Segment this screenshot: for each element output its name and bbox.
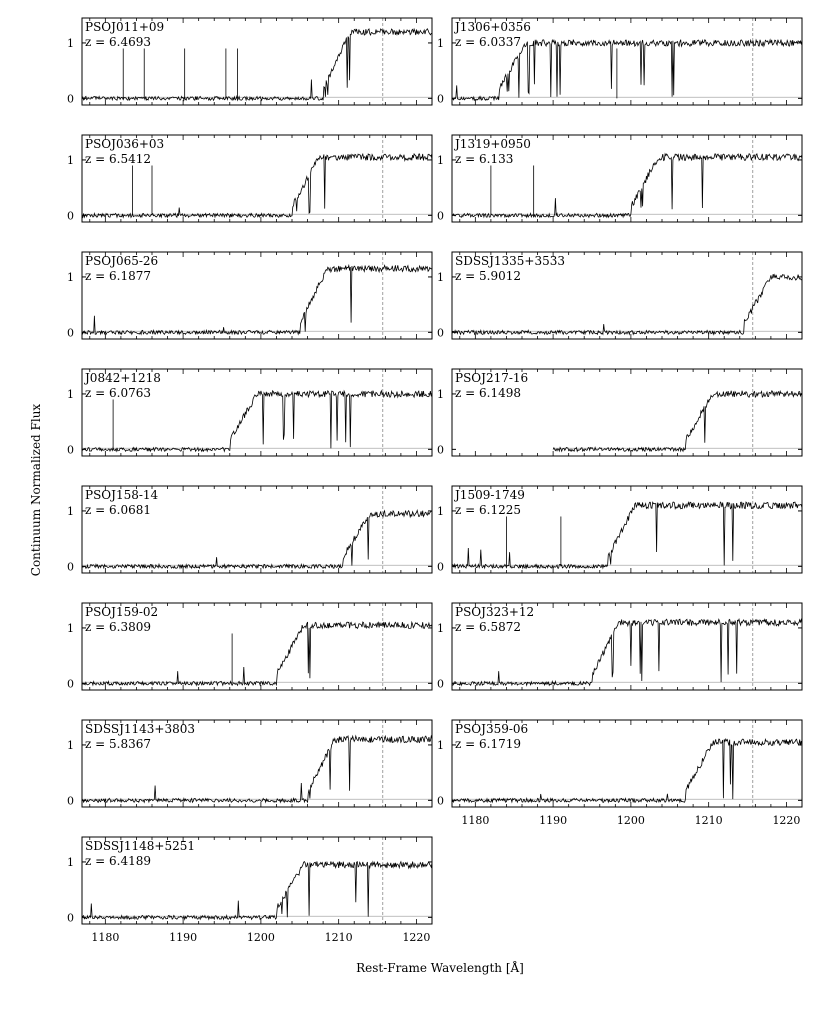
- y-tick-label: 1: [437, 36, 444, 50]
- y-tick-label: 0: [67, 92, 74, 106]
- x-tick-label: 1200: [616, 814, 645, 827]
- panel-psoj159-02: [67, 603, 432, 690]
- panel-j1306+0356: [437, 18, 802, 105]
- y-tick-label: 1: [67, 504, 74, 518]
- y-tick-label: 1: [437, 387, 444, 401]
- panel-j1509-1749: [437, 486, 802, 573]
- panel-redshift: z = 6.1225: [455, 503, 521, 517]
- y-tick-label: 0: [67, 443, 74, 457]
- panel-redshift: z = 6.133: [455, 152, 514, 166]
- panel-object-name: PSOJ323+12: [455, 605, 535, 619]
- panel-object-name: J1306+0356: [455, 20, 531, 34]
- y-tick-label: 0: [67, 794, 74, 808]
- panel-redshift: z = 6.4189: [85, 854, 151, 868]
- y-tick-label: 1: [437, 270, 444, 284]
- panels-layer: [67, 18, 802, 944]
- panel-object-name: SDSSJ1335+3533: [455, 254, 566, 268]
- panel-object-name: J0842+1218: [85, 371, 161, 385]
- panel-object-name: SDSSJ1148+5251: [85, 839, 196, 853]
- panel-redshift: z = 6.0681: [85, 503, 151, 517]
- flux-spectrum: [452, 274, 802, 334]
- panel-redshift: z = 6.5872: [455, 620, 521, 634]
- panel-object-name: PSOJ036+03: [85, 137, 165, 151]
- y-tick-label: 0: [437, 92, 444, 106]
- panel-object-name: J1509-1749: [455, 488, 525, 502]
- panel-object-name: J1319+0950: [455, 137, 531, 151]
- y-tick-label: 0: [67, 677, 74, 691]
- y-tick-label: 0: [437, 326, 444, 340]
- y-tick-label: 1: [67, 855, 74, 869]
- panel-psoj217-16: [437, 369, 802, 456]
- panel-redshift: z = 5.9012: [455, 269, 521, 283]
- panel-j1319+0950: [437, 135, 802, 222]
- y-tick-label: 0: [67, 326, 74, 340]
- panel-object-name: PSOJ158-14: [85, 488, 159, 502]
- y-tick-label: 1: [67, 153, 74, 167]
- y-tick-label: 1: [437, 504, 444, 518]
- panel-psoj323+12: [437, 603, 802, 690]
- x-tick-label: 1190: [169, 931, 198, 944]
- flux-spectrum: [82, 510, 432, 568]
- y-tick-label: 0: [437, 560, 444, 574]
- x-tick-label: 1200: [246, 931, 275, 944]
- panel-psoj065-26: [67, 252, 432, 339]
- panel-sdssj1335+3533: [437, 252, 802, 339]
- flux-spectrum: [82, 861, 432, 919]
- x-tick-label: 1220: [402, 931, 431, 944]
- panel-sdssj1143+3803: [67, 720, 432, 807]
- panel-redshift: z = 6.0337: [455, 35, 521, 49]
- panel-psoj036+03: [67, 135, 432, 222]
- panel-object-name: PSOJ159-02: [85, 605, 159, 619]
- panel-redshift: z = 6.5412: [85, 152, 151, 166]
- panel-sdssj1148+5251: [67, 837, 432, 944]
- y-tick-label: 1: [67, 387, 74, 401]
- panel-redshift: z = 6.1719: [455, 737, 521, 751]
- x-tick-label: 1210: [694, 814, 723, 827]
- x-tick-label: 1190: [539, 814, 568, 827]
- panel-object-name: SDSSJ1143+3803: [85, 722, 196, 736]
- panel-psoj158-14: [67, 486, 432, 573]
- y-tick-label: 1: [67, 738, 74, 752]
- panel-psoj011+09: [67, 18, 432, 105]
- panel-j0842+1218: [67, 369, 432, 456]
- x-axis-label: Rest-Frame Wavelength [Å]: [356, 961, 524, 975]
- x-tick-label: 1180: [91, 931, 120, 944]
- x-tick-label: 1220: [772, 814, 801, 827]
- y-tick-label: 0: [67, 560, 74, 574]
- panel-redshift: z = 6.1498: [455, 386, 521, 400]
- y-tick-label: 1: [67, 621, 74, 635]
- y-tick-label: 1: [437, 621, 444, 635]
- panel-redshift: z = 5.8367: [85, 737, 151, 751]
- panel-redshift: z = 6.1877: [85, 269, 151, 283]
- panel-redshift: z = 6.3809: [85, 620, 151, 634]
- x-tick-label: 1180: [461, 814, 490, 827]
- y-tick-label: 1: [437, 153, 444, 167]
- panel-psoj359-06: [437, 720, 802, 827]
- y-tick-label: 1: [437, 738, 444, 752]
- y-tick-label: 1: [67, 270, 74, 284]
- panel-redshift: z = 6.4693: [85, 35, 151, 49]
- y-tick-label: 0: [67, 911, 74, 925]
- y-tick-label: 0: [67, 209, 74, 223]
- x-tick-label: 1210: [324, 931, 353, 944]
- panel-object-name: PSOJ011+09: [85, 20, 165, 34]
- panel-object-name: PSOJ065-26: [85, 254, 159, 268]
- y-axis-label: Continuum Normalized Flux: [29, 403, 43, 577]
- y-tick-label: 0: [437, 794, 444, 808]
- plot-area: [553, 369, 802, 456]
- y-tick-label: 0: [437, 677, 444, 691]
- flux-spectrum: [553, 391, 802, 452]
- y-tick-label: 0: [437, 443, 444, 457]
- panel-object-name: PSOJ359-06: [455, 722, 529, 736]
- y-tick-label: 0: [437, 209, 444, 223]
- panel-object-name: PSOJ217-16: [455, 371, 529, 385]
- y-tick-label: 1: [67, 36, 74, 50]
- panel-redshift: z = 6.0763: [85, 386, 151, 400]
